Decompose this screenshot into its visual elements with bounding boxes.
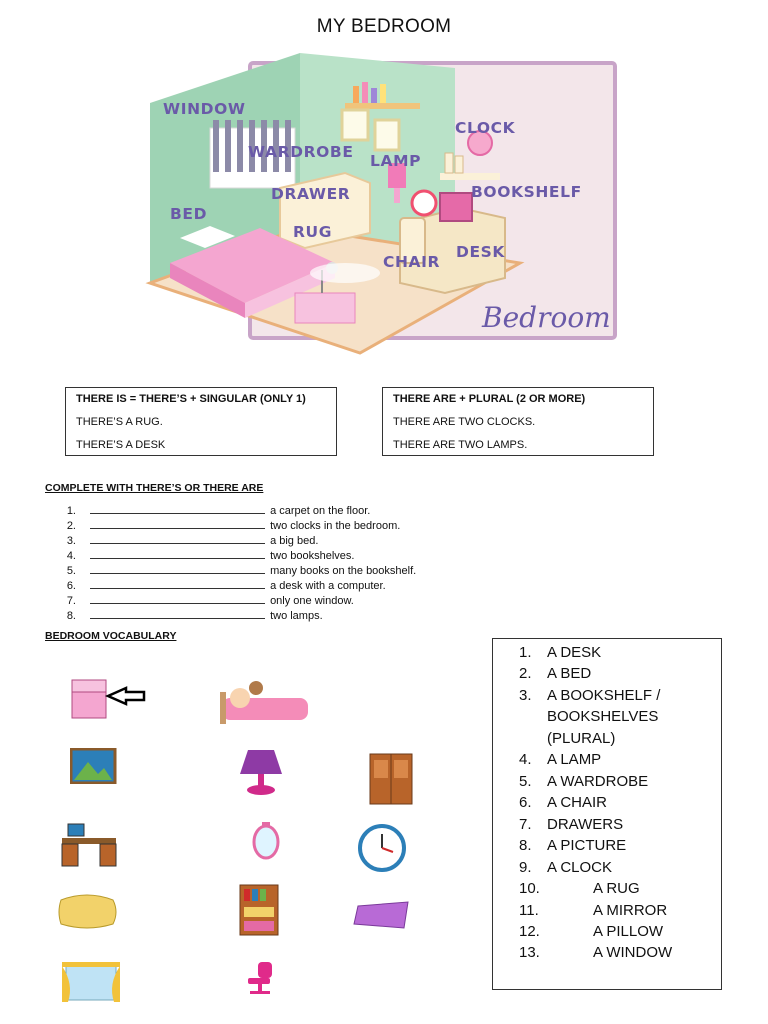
chair-icon xyxy=(242,958,282,998)
bed-icon xyxy=(220,678,312,728)
label-lamp: LAMP xyxy=(370,152,422,170)
answer-blank[interactable] xyxy=(90,593,265,604)
item-number: 5. xyxy=(66,565,76,577)
label-wardrobe: WARDROBE xyxy=(248,143,354,161)
answer-blank[interactable] xyxy=(90,533,265,544)
exercise-list xyxy=(45,503,525,623)
item-text: BOOKSHELVES xyxy=(547,708,659,725)
item-number: 11. xyxy=(519,902,539,919)
item-number: 2. xyxy=(519,665,532,682)
item-number: 10. xyxy=(519,880,540,897)
label-clock: CLOCK xyxy=(455,119,516,137)
clock-icon xyxy=(355,824,409,872)
list-item xyxy=(45,608,525,623)
rule-example: THERE’S A DESK xyxy=(76,439,166,451)
item-number: 8. xyxy=(66,610,76,622)
item-number: 7. xyxy=(66,595,76,607)
item-number: 4. xyxy=(519,751,532,768)
item-text: A LAMP xyxy=(547,751,602,768)
answer-blank[interactable] xyxy=(90,578,265,589)
there-are-rule-box xyxy=(382,387,654,456)
answer-blank[interactable] xyxy=(90,608,265,619)
page-title: MY BEDROOM xyxy=(316,16,452,37)
item-number: 4. xyxy=(66,550,76,562)
exercise-title: COMPLETE WITH THERE’S OR THERE ARE xyxy=(45,482,264,494)
item-text: A MIRROR xyxy=(593,902,668,919)
rule-example: THERE ARE TWO LAMPS. xyxy=(393,439,528,451)
item-text: a carpet on the floor. xyxy=(270,505,371,517)
rug-icon xyxy=(352,900,414,932)
label-rug: RUG xyxy=(293,223,333,241)
item-text: many books on the bookshelf. xyxy=(270,565,417,577)
label-bed: BED xyxy=(170,205,208,223)
answer-blank[interactable] xyxy=(90,518,265,529)
desk-icon xyxy=(60,822,120,868)
answer-blank[interactable] xyxy=(90,563,265,574)
rule-example: THERE’S A RUG. xyxy=(76,416,163,428)
item-text: A CLOCK xyxy=(547,859,613,876)
item-text: two clocks in the bedroom. xyxy=(270,520,401,532)
list-item xyxy=(45,533,525,548)
item-number: 13. xyxy=(519,944,540,961)
bedroom-illustration xyxy=(110,48,650,363)
label-bookshelf: BOOKSHELF xyxy=(471,183,582,201)
rule-example: THERE ARE TWO CLOCKS. xyxy=(393,416,536,428)
item-text: (PLURAL) xyxy=(547,730,616,747)
pillow-icon xyxy=(57,890,119,932)
item-text: A WARDROBE xyxy=(547,773,649,790)
answer-blank[interactable] xyxy=(90,503,265,514)
vocabulary-title: BEDROOM VOCABULARY xyxy=(45,630,177,642)
label-drawer: DRAWER xyxy=(271,185,351,203)
bookshelf-icon xyxy=(238,883,282,937)
item-number: 6. xyxy=(519,794,532,811)
item-number: 5. xyxy=(519,773,532,790)
item-text: a desk with a computer. xyxy=(270,580,386,592)
drawers-icon xyxy=(70,676,150,720)
label-desk: DESK xyxy=(456,243,506,261)
label-window: WINDOW xyxy=(163,100,246,118)
lamp-icon xyxy=(238,748,290,796)
item-text: A BED xyxy=(547,665,592,682)
item-number: 3. xyxy=(66,535,76,547)
item-number: 1. xyxy=(519,644,532,661)
illustration-caption: Bedroom xyxy=(482,301,611,334)
list-item xyxy=(45,563,525,578)
item-text: A PICTURE xyxy=(547,837,627,854)
item-text: A DESK xyxy=(547,644,602,661)
item-text: A BOOKSHELF / xyxy=(547,687,661,704)
list-item xyxy=(45,518,525,533)
item-number: 8. xyxy=(519,837,532,854)
item-number: 1. xyxy=(66,505,76,517)
item-number: 2. xyxy=(66,520,76,532)
item-text: two bookshelves. xyxy=(270,550,355,562)
item-text: A RUG xyxy=(593,880,640,897)
list-item xyxy=(45,548,525,563)
item-number: 7. xyxy=(519,816,532,833)
item-text: A PILLOW xyxy=(593,923,664,940)
item-number: 9. xyxy=(519,859,532,876)
answer-blank[interactable] xyxy=(90,548,265,559)
rule-heading: THERE ARE + PLURAL (2 OR MORE) xyxy=(393,393,586,405)
item-text: two lamps. xyxy=(270,610,323,622)
label-chair: CHAIR xyxy=(383,253,441,271)
wardrobe-icon xyxy=(368,752,416,806)
item-number: 3. xyxy=(519,687,532,704)
item-number: 6. xyxy=(66,580,76,592)
item-number: 12. xyxy=(519,923,540,940)
there-is-rule-box xyxy=(65,387,337,456)
item-text: DRAWERS xyxy=(547,816,624,833)
item-text: A WINDOW xyxy=(593,944,673,961)
list-item xyxy=(45,578,525,593)
window-icon xyxy=(60,960,122,1004)
mirror-icon xyxy=(250,820,282,862)
item-text: A CHAIR xyxy=(547,794,608,811)
item-text: only one window. xyxy=(270,595,354,607)
list-item xyxy=(45,593,525,608)
vocabulary-list xyxy=(492,638,722,990)
item-text: a big bed. xyxy=(270,535,319,547)
list-item xyxy=(45,503,525,518)
picture-icon xyxy=(70,748,118,784)
rule-heading: THERE IS = THERE’S + SINGULAR (ONLY 1) xyxy=(76,393,306,405)
